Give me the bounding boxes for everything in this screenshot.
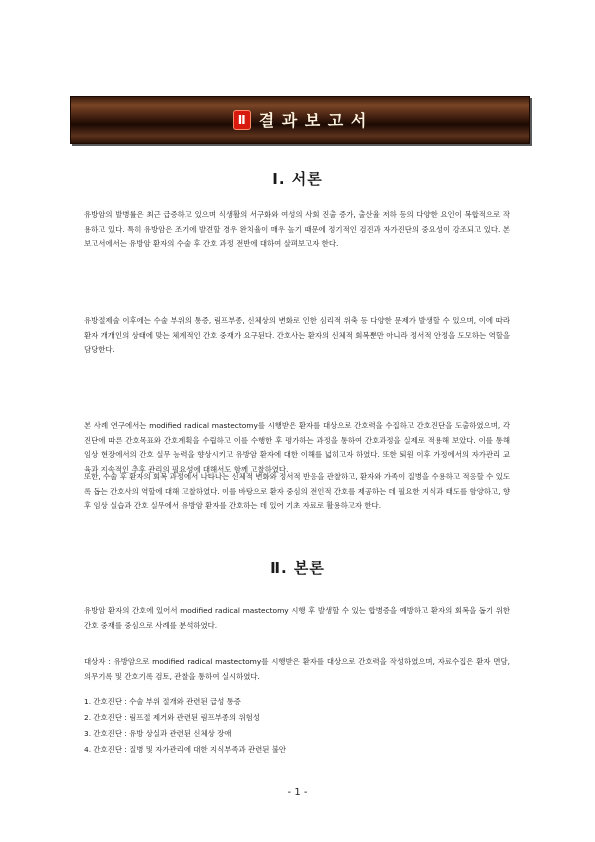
page-number: - 1 - [287,787,308,798]
intro-paragraph-4: 또한, 수술 후 환자의 회복 과정에서 나타나는 신체적 변화와 정서적 반응을 관찰하고, 환자와 가족이 질병을 수용하고 적응할 수 있도록 돕는 간호사의 역할에 대해 고찰하였다. 이를 바탕으로 환자 중심의 전인적 간호를 제공하는 데 필요한 지식과 태도를 함양하고, 향후 임상 실습과 간호 실무에서 유방암 환자를 간호하는 데 있어 기초 자료로 활용하고자 한다. [84,472,510,511]
title-wrap [71,108,529,131]
page-title: 결 과 보 고 서 [258,111,368,130]
diagnosis-list [84,694,510,758]
list-item: 1. 간호진단 : 수술 부위 절개와 관련된 급성 통증 [84,697,241,706]
body-paragraph-2: 대상자 : 유방암으로 modified radical mastectomy를 시행받은 환자를 대상으로 간호력을 작성하였으며, 자료수집은 환자 면담, 의무기록 및 간호기록 검토, 관찰을 통하여 실시하였다. [84,657,510,681]
section-number-badge: Ⅱ [233,110,251,130]
intro-paragraph-1: 유방암의 발병률은 최근 급증하고 있으며 식생활의 서구화와 여성의 사회 진출 증가, 출산율 저하 등의 다양한 요인이 복합적으로 작용하고 있다. 특히 유방암은 조기에 발견할 경우 완치율이 매우 높기 때문에 정기적인 검진과 자가진단의 중요성이 강조되고 있다. 본 보고서에서는 유방암 환자의 수술 후 간호 과정 전반에 대하여 살펴보고자 한다. [84,210,510,249]
intro-paragraph-2: 유방절제술 이후에는 수술 부위의 통증, 림프부종, 신체상의 변화로 인한 심리적 위축 등 다양한 문제가 발생할 수 있으며, 이에 따라 환자 개개인의 상태에 맞는 체계적인 간호 중재가 요구된다. 간호사는 환자의 신체적 회복뿐만 아니라 정서적 안정을 도모하는 역할을 담당한다. [84,316,510,355]
section-heading-body: Ⅱ. 본론 [270,559,325,577]
body-paragraph-1: 유방암 환자의 간호에 있어서 modified radical mastectomy 시행 후 발생할 수 있는 합병증을 예방하고 환자의 회복을 돕기 위한 간호 중재를 중심으로 사례를 분석하였다. [84,606,510,630]
list-item: 3. 간호진단 : 유방 상실과 관련된 신체상 장애 [84,729,232,738]
intro-paragraph-3: 본 사례 연구에서는 modified radical mastectomy를 시행받은 환자를 대상으로 간호력을 수집하고 간호진단을 도출하였으며, 각 진단에 따른 간호목표와 간호계획을 수립하고 이를 수행한 후 평가하는 과정을 통하여 간호과정을 실제로 적용해 보았다. 이를 통해 임상 현장에서의 간호 실무 능력을 향상시키고 유방암 환자에 대한 이해를 넓히고자 하였다. 또한 퇴원 이후 가정에서의 자가관리 교육과 지속적인 추후 관리의 필요성에 대해서도 함께 고찰하였다. [84,421,510,474]
list-item: 4. 간호진단 : 질병 및 자가관리에 대한 지식부족과 관련된 불안 [84,745,287,754]
section-heading-intro: Ⅰ. 서론 [272,170,323,188]
title-banner [70,96,530,144]
list-item: 2. 간호진단 : 림프절 제거와 관련된 림프부종의 위험성 [84,713,260,722]
